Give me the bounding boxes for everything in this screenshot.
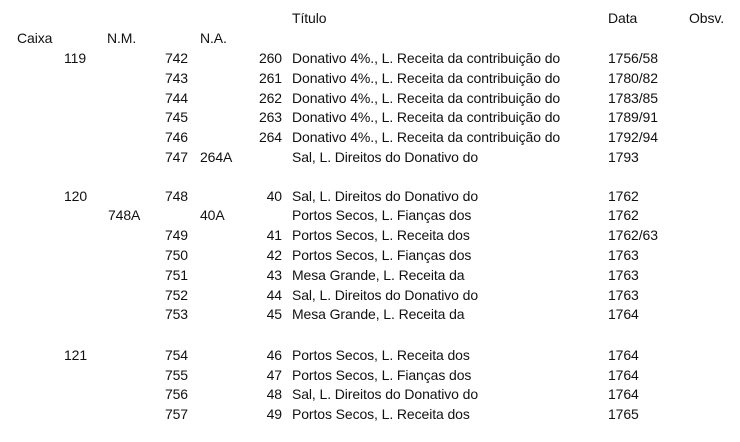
na-cell: 45 [266, 306, 282, 322]
data-cell: 1762 [608, 207, 639, 223]
na-cell: 49 [266, 406, 282, 422]
na-cell: 46 [266, 347, 282, 363]
nm-cell: 748A [108, 207, 141, 223]
titulo-cell: Portos Secos, L. Fianças dos [292, 207, 472, 223]
nm-cell: 751 [164, 267, 188, 283]
na-cell: 43 [266, 267, 282, 283]
titulo-cell: Donativo 4%., L. Receita da contribuição do [292, 70, 561, 86]
data-cell: 1792/94 [608, 129, 658, 145]
na-cell: 40 [266, 188, 282, 204]
titulo-cell: Portos Secos, L. Receita dos [292, 406, 470, 422]
nm-cell: 752 [164, 287, 188, 303]
na-cell: 48 [266, 386, 282, 402]
titulo-cell: Sal, L. Direitos do Donativo do [292, 287, 479, 303]
na-cell: 40A [200, 207, 225, 223]
data-cell: 1763 [608, 247, 639, 263]
titulo-cell: Donativo 4%., L. Receita da contribuição do [292, 129, 561, 145]
nm-cell: 757 [164, 406, 188, 422]
na-cell: 41 [266, 227, 282, 243]
data-cell: 1780/82 [608, 70, 658, 86]
titulo-cell: Donativo 4%., L. Receita da contribuição do [292, 90, 561, 106]
titulo-cell: Mesa Grande, L. Receita da [292, 306, 465, 322]
header-data: Data [608, 10, 638, 26]
data-cell: 1764 [608, 367, 639, 383]
data-cell: 1763 [608, 267, 639, 283]
data-cell: 1764 [608, 347, 639, 363]
header-nm: N.M. [107, 30, 137, 46]
data-cell: 1763 [608, 287, 639, 303]
data-cell: 1765 [608, 406, 639, 422]
nm-cell: 745 [164, 109, 188, 125]
header-obsv: Obsv. [689, 10, 725, 26]
titulo-cell: Mesa Grande, L. Receita da [292, 267, 465, 283]
nm-cell: 743 [164, 70, 188, 86]
na-cell: 260 [258, 50, 282, 66]
caixa-cell: 121 [64, 347, 88, 363]
titulo-cell: Donativo 4%., L. Receita da contribuição do [292, 50, 561, 66]
na-cell: 261 [258, 70, 282, 86]
nm-cell: 754 [164, 347, 188, 363]
header-na: N.A. [200, 30, 227, 46]
nm-cell: 749 [164, 227, 188, 243]
na-cell: 42 [266, 247, 282, 263]
data-cell: 1764 [608, 386, 639, 402]
nm-cell: 753 [164, 306, 188, 322]
data-cell: 1793 [608, 149, 639, 165]
nm-cell: 744 [164, 90, 188, 106]
titulo-cell: Sal, L. Direitos do Donativo do [292, 188, 479, 204]
na-cell: 44 [266, 287, 282, 303]
data-cell: 1762/63 [608, 227, 658, 243]
titulo-cell: Portos Secos, L. Receita dos [292, 347, 470, 363]
caixa-cell: 120 [64, 188, 88, 204]
na-cell: 47 [266, 367, 282, 383]
header-caixa: Caixa [17, 30, 53, 46]
na-cell: 262 [258, 90, 282, 106]
data-cell: 1783/85 [608, 90, 658, 106]
na-cell: 263 [258, 109, 282, 125]
header-titulo: Título [292, 10, 327, 26]
nm-cell: 756 [164, 386, 188, 402]
caixa-cell: 119 [64, 50, 87, 66]
data-cell: 1762 [608, 188, 639, 204]
data-cell: 1764 [608, 306, 639, 322]
data-cell: 1756/58 [608, 50, 658, 66]
nm-cell: 750 [164, 247, 188, 263]
na-cell: 264A [200, 149, 233, 165]
nm-cell: 746 [164, 129, 188, 145]
data-cell: 1789/91 [608, 109, 658, 125]
titulo-cell: Donativo 4%., L. Receita da contribuição do [292, 109, 561, 125]
nm-cell: 742 [164, 50, 188, 66]
na-cell: 264 [258, 129, 282, 145]
titulo-cell: Sal, L. Direitos do Donativo do [292, 149, 479, 165]
titulo-cell: Portos Secos, L. Fianças dos [292, 367, 472, 383]
nm-cell: 748 [164, 188, 188, 204]
nm-cell: 755 [164, 367, 188, 383]
titulo-cell: Portos Secos, L. Receita dos [292, 227, 470, 243]
titulo-cell: Sal, L. Direitos do Donativo do [292, 386, 479, 402]
nm-cell: 747 [164, 149, 188, 165]
titulo-cell: Portos Secos, L. Fianças dos [292, 247, 472, 263]
